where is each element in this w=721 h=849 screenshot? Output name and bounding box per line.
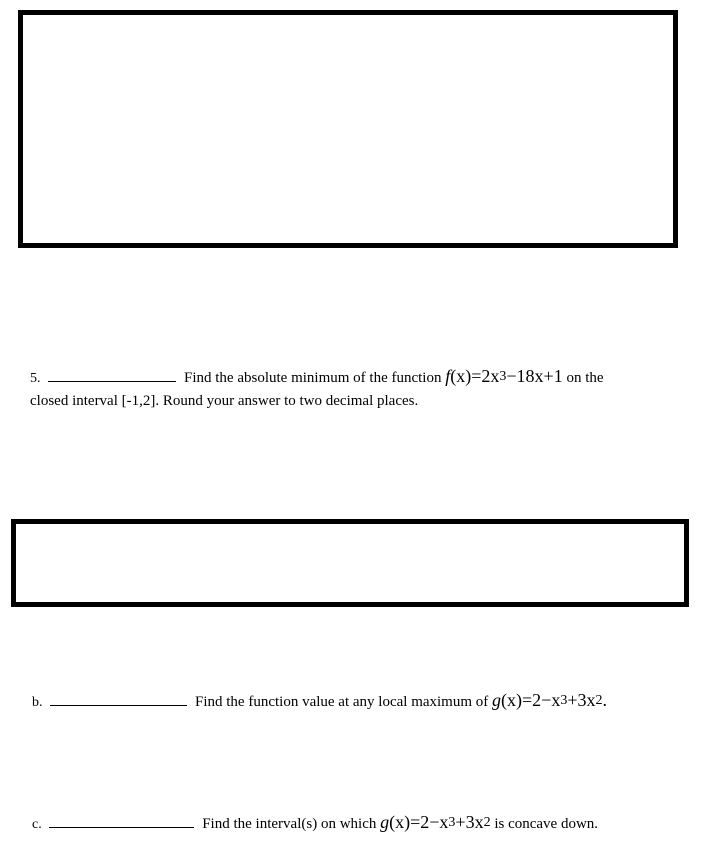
question-text-end: on the [566, 370, 604, 386]
question-5 [30, 364, 604, 391]
question-5-line2: closed interval [-1,2]. Round your answer to two decimal places. [30, 393, 419, 409]
redaction-box-middle [11, 519, 689, 607]
question-text: Find the interval(s) on which [202, 816, 377, 832]
question-c [32, 810, 598, 837]
function-formula: $f(x)=2x^3-18x+1$ [445, 366, 563, 386]
question-b [32, 688, 607, 715]
redaction-box-top [18, 10, 678, 248]
answer-blank[interactable] [49, 825, 194, 828]
question-number: c. [32, 817, 42, 832]
answer-blank[interactable] [50, 703, 187, 706]
question-text: Find the function value at any local maximum of [195, 694, 489, 710]
answer-blank[interactable] [48, 379, 176, 382]
function-formula: $g(x)=2-x^3+3x^2$ [380, 812, 491, 832]
question-number: b. [32, 695, 43, 710]
question-text-end: is concave down. [494, 816, 599, 832]
question-number: 5. [30, 371, 41, 386]
function-formula: $g(x)=2-x^3+3x^2$. [492, 690, 607, 710]
question-text: Find the absolute minimum of the function [184, 370, 442, 386]
